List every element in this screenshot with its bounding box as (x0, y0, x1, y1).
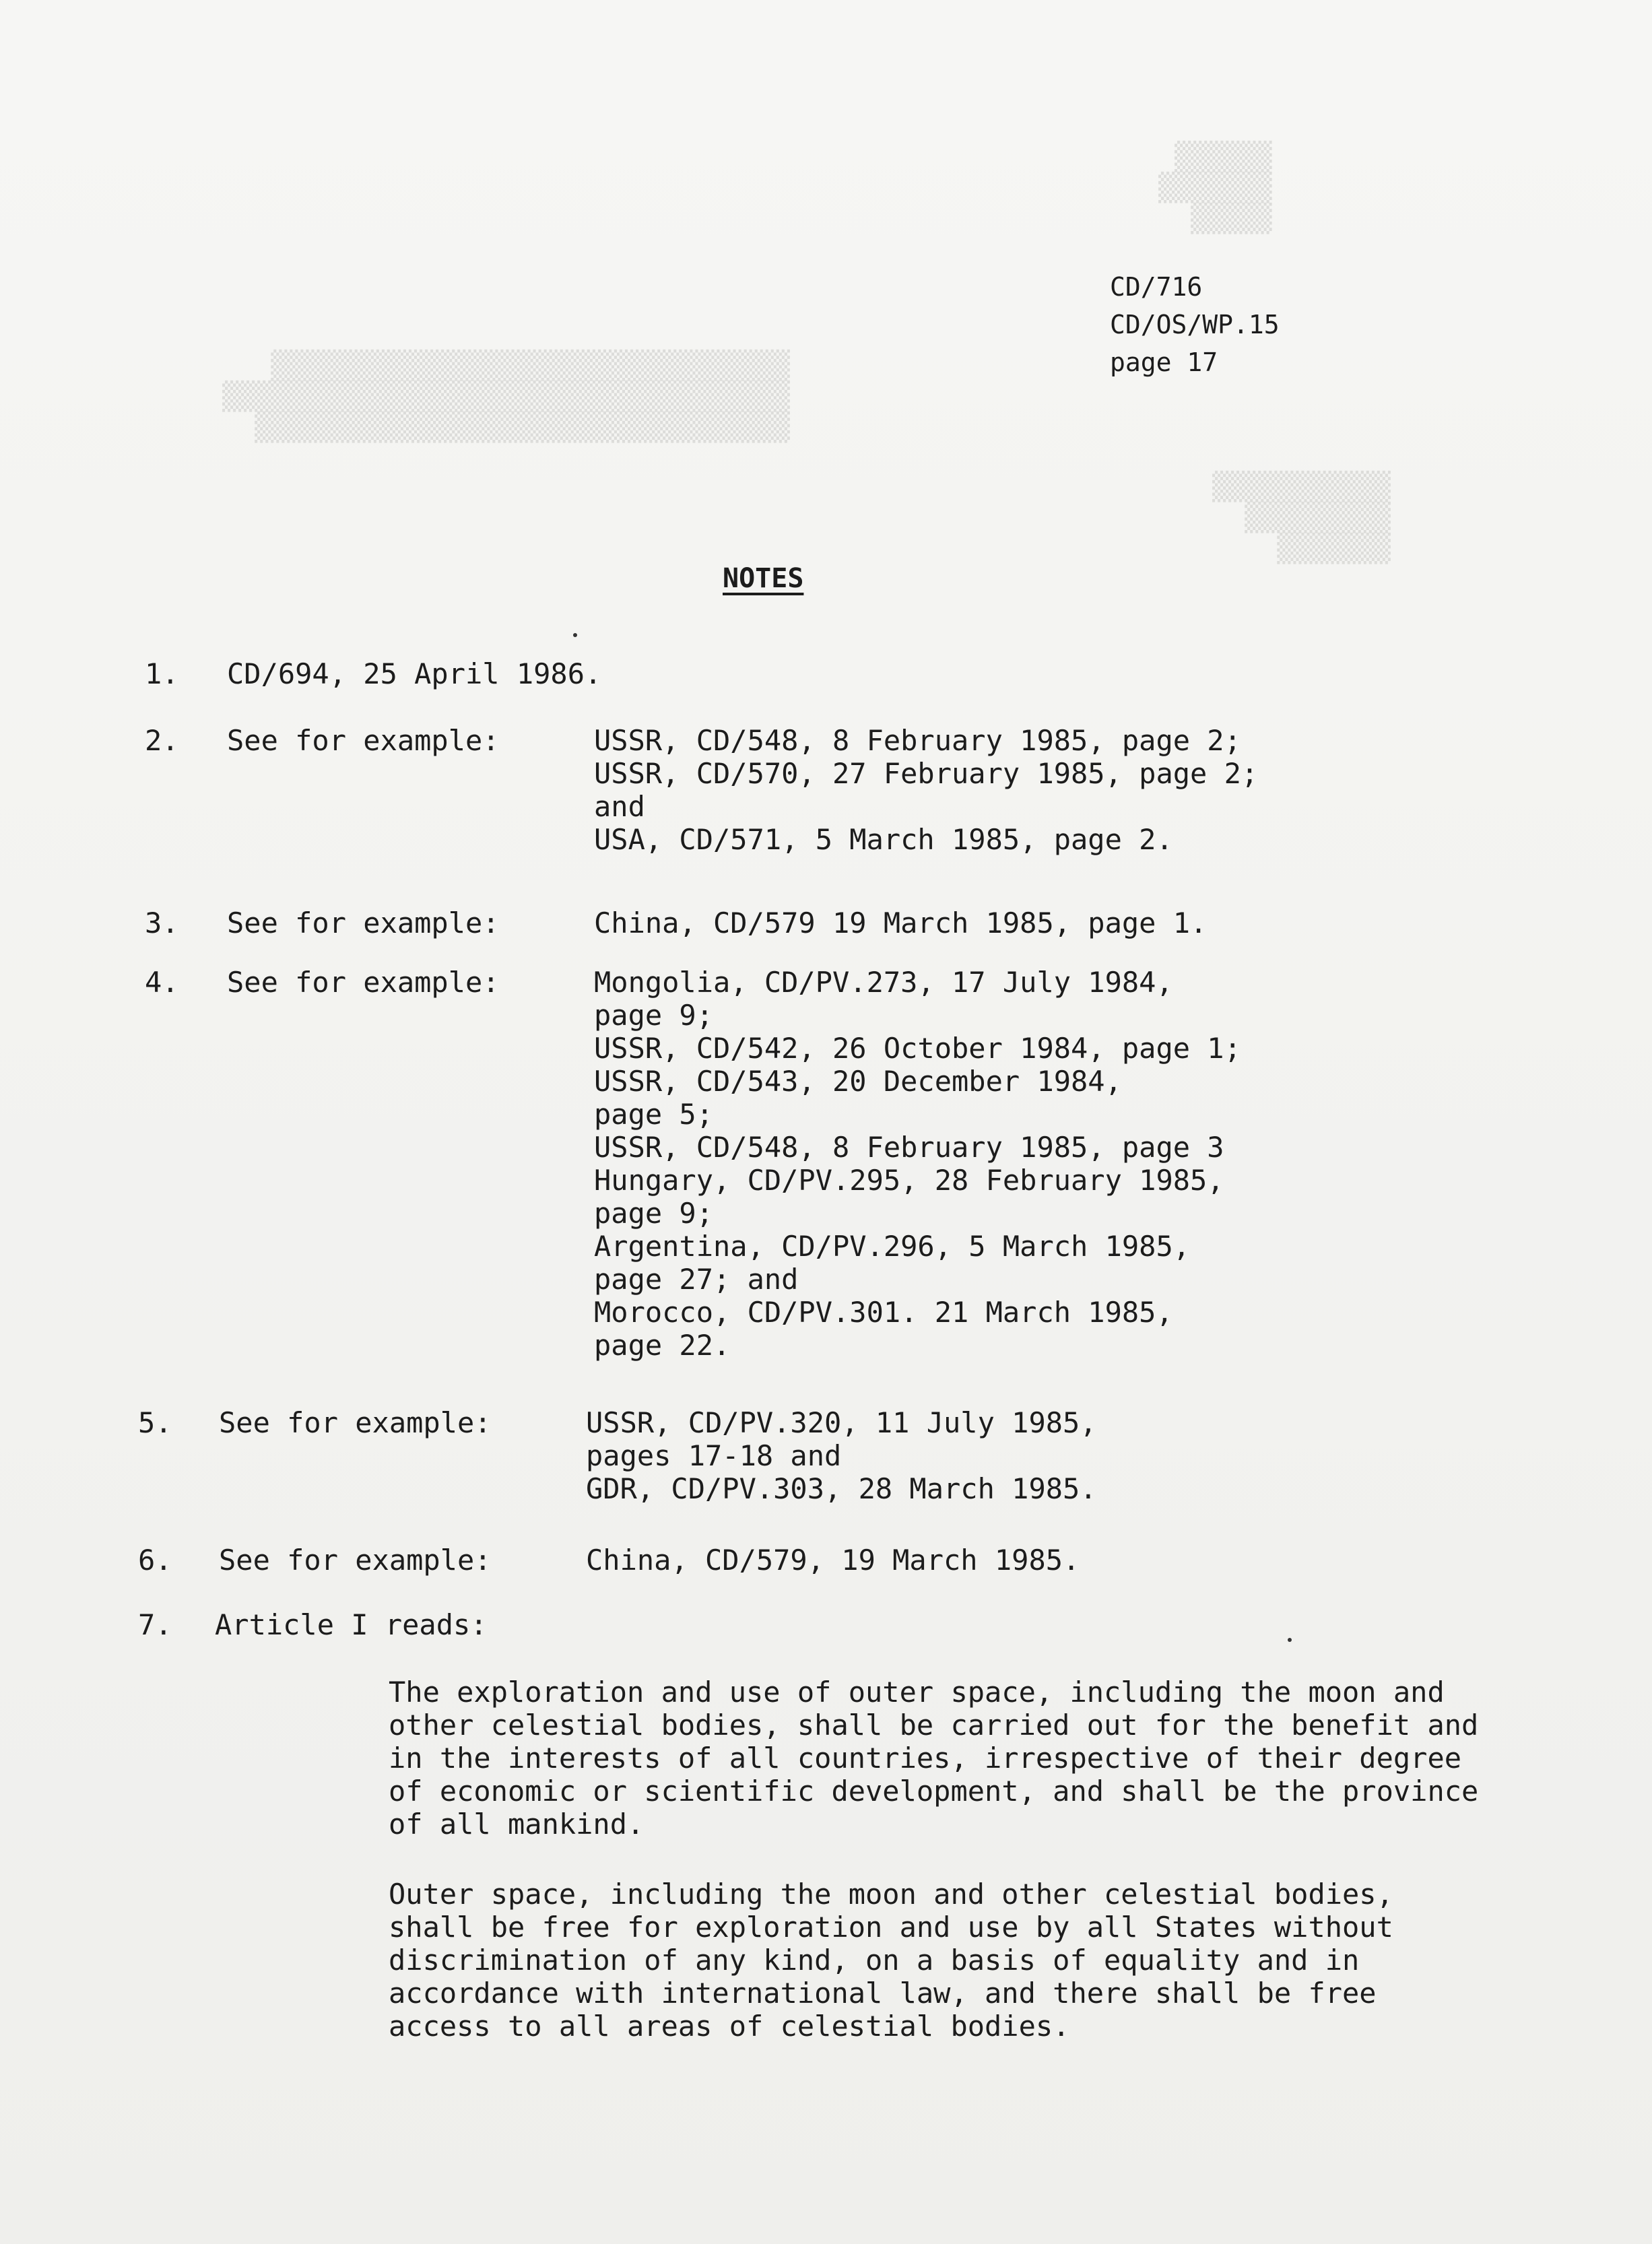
note-references (594, 906, 1207, 939)
reference-line: USSR, CD/548, 8 February 1985, page 2; (594, 724, 1241, 757)
note-number: 1. (145, 657, 179, 690)
show-through-texture: ▒▒▒▒▒▒ ▒▒▒▒▒▒▒ ▒▒▒▒▒ (1158, 141, 1272, 234)
page-title: NOTES (723, 563, 804, 594)
reference-line: Hungary, CD/PV.295, 28 February 1985, (594, 1164, 1224, 1197)
note-number: 6. (138, 1544, 172, 1577)
note-lead: See for example: (227, 724, 500, 757)
note-references (586, 1406, 1097, 1505)
reference-line: USSR, CD/548, 8 February 1985, page 3 (594, 1131, 1224, 1164)
document-reference (1110, 268, 1280, 381)
note-number: 7. (138, 1608, 172, 1641)
reference-line: USSR, CD/570, 27 February 1985, page 2; (594, 757, 1259, 790)
note-number: 5. (138, 1406, 172, 1439)
note-6 (138, 1544, 1485, 1584)
article-quote-paragraph-1: The exploration and use of outer space, including the moon and other celestial bodies, shall be carried out for the benefit and in the interests of all countries, irrespective of their degree of economic or scientific development, and shall be the province of all mankind. (389, 1676, 1479, 1841)
ref-line-symbol: CD/716 (1110, 272, 1203, 302)
reference-line: USSR, CD/PV.320, 11 July 1985, (586, 1406, 1097, 1439)
note-text: CD/694, 25 April 1986. (227, 657, 602, 690)
note-1 (145, 657, 1492, 698)
note-lead: Article I reads: (215, 1608, 488, 1641)
note-lead: See for example: (219, 1544, 492, 1577)
stray-mark (573, 633, 577, 637)
ref-line-page: page 17 (1110, 348, 1218, 377)
reference-line: GDR, CD/PV.303, 28 March 1985. (586, 1472, 1097, 1505)
note-lead: See for example: (227, 966, 500, 999)
reference-line: USA, CD/571, 5 March 1985, page 2. (594, 823, 1173, 856)
note-lead: See for example: (227, 906, 500, 939)
note-number: 3. (145, 906, 179, 939)
note-number: 2. (145, 724, 179, 757)
note-references (594, 966, 1241, 1362)
note-references (586, 1544, 1080, 1577)
reference-line: Morocco, CD/PV.301. 21 March 1985, (594, 1296, 1173, 1329)
reference-line: page 9; (594, 999, 714, 1032)
reference-line: pages 17-18 and (586, 1439, 842, 1472)
reference-line: Argentina, CD/PV.296, 5 March 1985, (594, 1230, 1191, 1263)
ref-line-working-paper: CD/OS/WP.15 (1110, 310, 1280, 339)
show-through-texture: ▒▒▒▒▒▒▒▒▒▒▒ ▒▒▒▒▒▒▒▒▒ ▒▒▒▒▒▒▒ (1212, 471, 1391, 564)
reference-line: page 22. (594, 1329, 731, 1362)
note-number: 4. (145, 966, 179, 999)
reference-line: and (594, 790, 645, 823)
note-4 (145, 966, 1525, 1370)
note-lead: See for example: (219, 1406, 492, 1439)
reference-line: China, CD/579 19 March 1985, page 1. (594, 906, 1208, 939)
note-5 (138, 1406, 1485, 1514)
reference-line: China, CD/579, 19 March 1985. (586, 1544, 1080, 1577)
reference-line: page 27; and (594, 1263, 799, 1296)
reference-line: Mongolia, CD/PV.273, 17 July 1984, (594, 966, 1173, 999)
note-references (594, 724, 1258, 856)
reference-line: USSR, CD/543, 20 December 1984, (594, 1065, 1122, 1098)
reference-line: page 9; (594, 1197, 714, 1230)
reference-line: page 5; (594, 1098, 714, 1131)
note-3 (145, 906, 1492, 947)
note-7 (138, 1608, 1519, 2080)
note-2 (145, 724, 1525, 872)
show-through-texture: ▒▒▒▒▒▒▒▒▒▒▒▒▒▒▒▒▒▒▒▒▒▒▒▒▒▒▒▒▒▒▒▒ ▒▒▒▒▒▒▒▒▒▒▒▒▒▒▒▒▒▒▒▒▒▒▒▒▒▒▒▒▒▒▒▒▒▒▒ ▒▒▒▒▒▒▒▒▒▒▒▒▒▒▒▒▒▒▒▒▒▒▒▒▒▒▒▒▒▒▒▒▒ (222, 350, 790, 443)
reference-line: USSR, CD/542, 26 October 1984, page 1; (594, 1032, 1241, 1065)
article-quote-paragraph-2: Outer space, including the moon and other celestial bodies, shall be free for exploration and use by all States without discrimination of any kind, on a basis of equality and in accordance with international law, and there shall be free access to all areas of celestial bodies. (389, 1878, 1393, 2043)
